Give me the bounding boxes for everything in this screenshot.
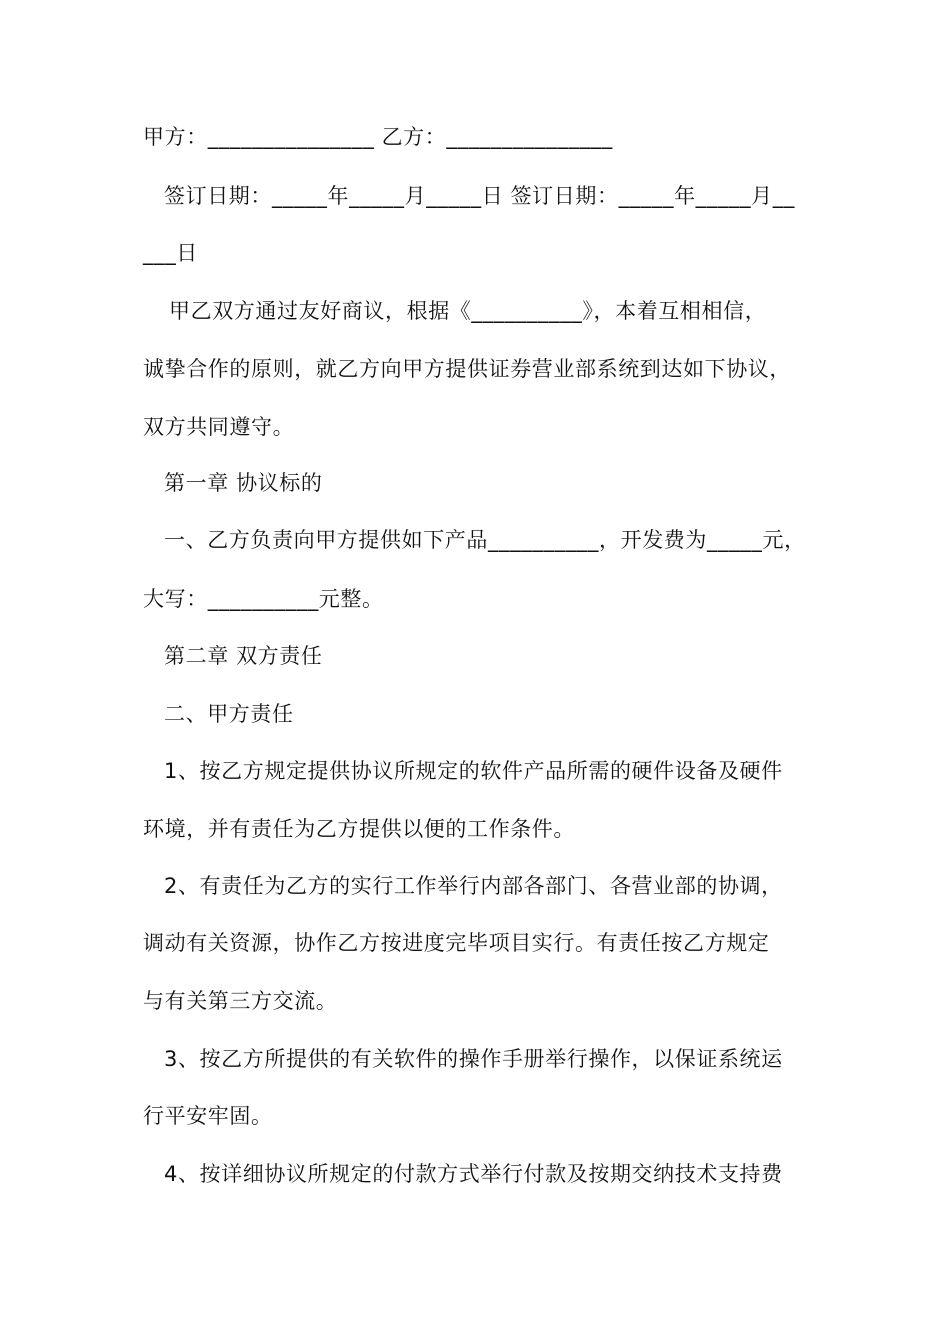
item-3-line-2: 行平安牢固。 bbox=[143, 1104, 273, 1128]
preamble-line-2: 诚挚合作的原则，就乙方向甲方提供证券营业部系统到达如下协议， bbox=[143, 357, 791, 381]
item-2-line-3: 与有关第三方交流。 bbox=[143, 989, 338, 1013]
item-2-line-2: 调动有关资源，协作乙方按进度完毕项目实行。有责任按乙方规定 bbox=[143, 931, 770, 955]
preamble-line-1: 甲乙双方通过友好商议，根据《__________》，本着互相相信， bbox=[169, 299, 767, 323]
party-signature-line: 甲方：_______________ 乙方：_______________ bbox=[143, 125, 613, 149]
item-4-line-1: 4、按详细协议所规定的付款方式举行付款及按期交纳技术支持费 bbox=[164, 1162, 783, 1186]
signing-date-line: 签订日期：_____年_____月_____日 签订日期：_____年_____月__ bbox=[164, 184, 795, 208]
item-1-line-1: 1、按乙方规定提供协议所规定的软件产品所需的硬件设备及硬件 bbox=[164, 759, 783, 783]
chapter-2-heading: 第二章 双方责任 bbox=[164, 644, 323, 668]
chapter-1-heading: 第一章 协议标的 bbox=[164, 471, 323, 495]
section-2-heading: 二、甲方责任 bbox=[164, 702, 294, 726]
item-1-line-2: 环境，并有责任为乙方提供以便的工作条件。 bbox=[143, 817, 575, 841]
item-2-line-1: 2、有责任为乙方的实行工作举行内部各部门、各营业部的协调， bbox=[164, 874, 783, 898]
signing-date-line-continued: ___日 bbox=[143, 241, 198, 265]
item-3-line-1: 3、按乙方所提供的有关软件的操作手册举行操作，以保证系统运 bbox=[164, 1047, 783, 1071]
clause-1-line-1: 一、乙方负责向甲方提供如下产品__________，开发费为_____元， bbox=[164, 528, 806, 552]
preamble-line-3: 双方共同遵守。 bbox=[143, 415, 295, 439]
clause-1-line-2: 大写：__________元整。 bbox=[143, 587, 384, 611]
